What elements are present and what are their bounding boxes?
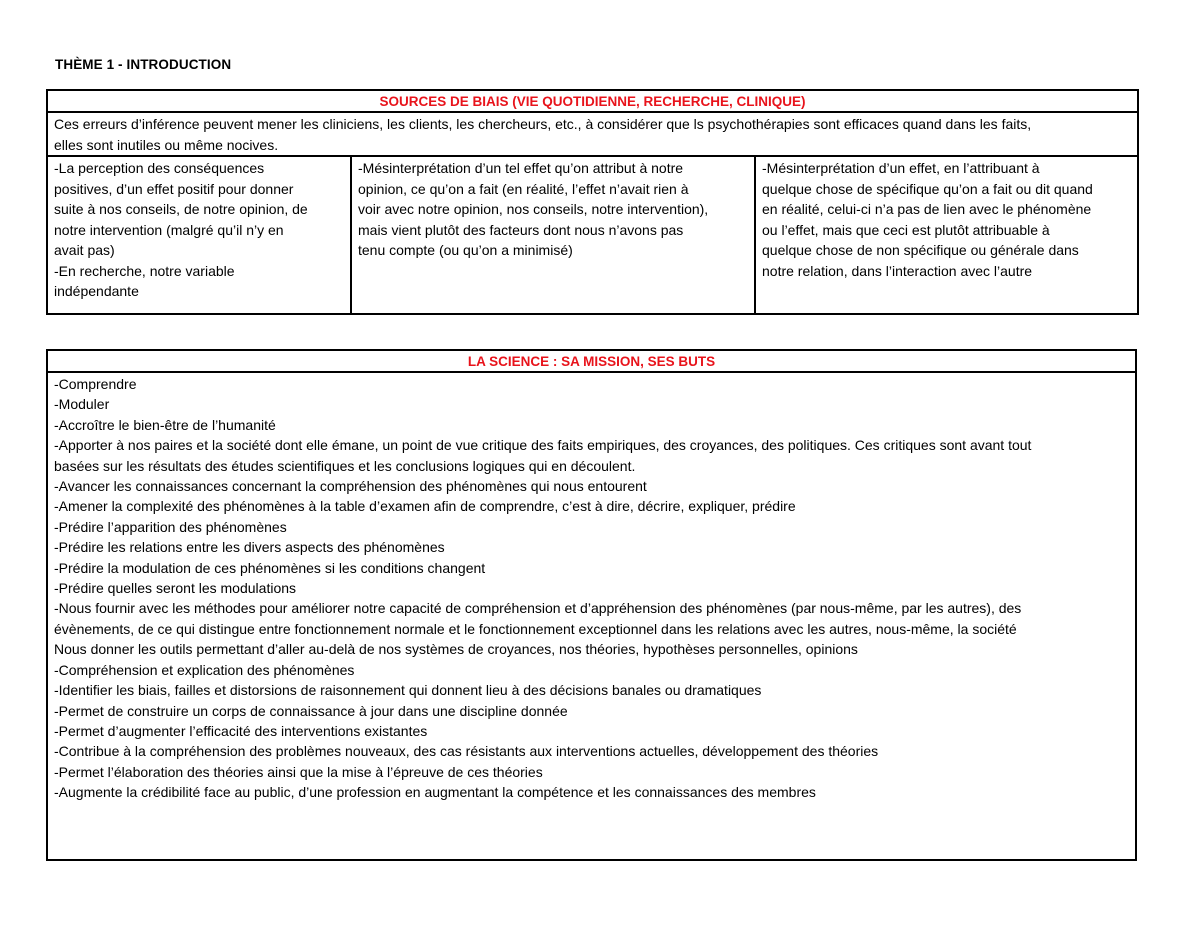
bias-line: -La perception des conséquences	[54, 160, 265, 176]
bias-line: mais vient plutôt des facteurs dont nous n’avons pas	[358, 221, 684, 238]
list-item: -Avancer les connaissances concernant la compréhension des phénomènes qui nous entourent	[54, 478, 647, 495]
list-item: -Identifier les biais, failles et distorsions de raisonnement qui donnent lieu à des décisions banales ou dramatiques	[54, 682, 762, 699]
list-item: -Permet d’augmenter l’efficacité des interventions existantes	[54, 722, 428, 739]
list-item: -Nous fournir avec les méthodes pour améliorer notre capacité de compréhension et d’appréhension des phénomènes (par nous-même, par les autres), des	[54, 600, 1022, 617]
bias-line: ou l’effet, mais que ceci est plutôt attribuable à	[762, 221, 1050, 238]
list-item: Nous donner les outils permettant d’aller au-delà de nos systèmes de croyances, nos théories, hypothèses personnelles, opinions	[54, 641, 858, 658]
bias-line: positives, d’un effet positif pour donner	[54, 180, 294, 197]
intro-line: Ces erreurs d’inférence peuvent mener les cliniciens, les clients, les chercheurs, etc., à considérer que ls psychothérapies sont efficaces quand dans les faits,	[54, 116, 1032, 132]
bias-line: -Mésinterprétation d’un effet, en l’attribuant à	[762, 160, 1040, 176]
bias-column-3	[755, 156, 1138, 314]
bias-column-2	[351, 156, 755, 314]
list-item: -Apporter à nos paires et la société dont elle émane, un point de vue critique des faits empiriques, des croyances, des politiques. Ces critiques sont avant tout	[54, 437, 1032, 454]
list-item: -Accroître le bien-être de l’humanité	[54, 416, 276, 433]
list-item: -Moduler	[54, 396, 110, 413]
bias-line: -Mésinterprétation d’un tel effet qu’on attribut à notre	[358, 160, 684, 176]
list-item: -Compréhension et explication des phénomènes	[54, 661, 355, 678]
page-title: THÈME 1 - INTRODUCTION	[55, 57, 232, 72]
science-mission-header: LA SCIENCE : SA MISSION, SES BUTS	[47, 350, 1136, 372]
list-item: -Prédire la modulation de ces phénomènes si les conditions changent	[54, 559, 486, 576]
sources-de-biais-intro	[47, 112, 1138, 156]
bias-line: quelque chose de non spécifique ou générale dans	[762, 242, 1079, 258]
bias-line: suite à nos conseils, de notre opinion, de	[54, 201, 308, 217]
list-item: -Amener la complexité des phénomènes à la table d’examen afin de comprendre, c’est à dire, décrire, expliquer, prédire	[54, 498, 796, 515]
bias-column-1	[47, 156, 351, 314]
list-item: -Contribue à la compréhension des problèmes nouveaux, des cas résistants aux interventions actuelles, développement des théories	[54, 743, 879, 760]
list-item: -Prédire les relations entre les divers aspects des phénomènes	[54, 539, 445, 556]
sources-de-biais-header: SOURCES DE BIAIS (VIE QUOTIDIENNE, RECHERCHE, CLINIQUE)	[47, 90, 1138, 112]
intro-line: elles sont inutiles ou même nocives.	[54, 136, 279, 153]
list-item: -Comprendre	[54, 376, 137, 392]
list-item: basées sur les résultats des études scientifiques et les conclusions logiques qui en découlent.	[54, 457, 636, 474]
list-item: évènements, de ce qui distingue entre fonctionnement normale et le fonctionnement exceptionnel dans les relations avec les autres, nous-même, la société	[54, 620, 1017, 637]
list-item: -Permet de construire un corps de connaissance à jour dans une discipline donnée	[54, 702, 568, 719]
science-mission-list	[47, 372, 1136, 860]
bias-line: voir avec notre opinion, nos conseils, notre intervention),	[358, 201, 709, 217]
bias-line: quelque chose de spécifique qu’on a fait ou dit quand	[762, 180, 1093, 197]
bias-line: tenu compte (ou qu’on a minimisé)	[358, 242, 573, 258]
sources-de-biais-table	[46, 89, 1139, 315]
list-item: -Prédire l’apparition des phénomènes	[54, 518, 287, 535]
list-item: -Augmente la crédibilité face au public, d’une profession en augmentant la compétence et les connaissances des membres	[54, 784, 816, 801]
bias-line: avait pas)	[54, 242, 115, 258]
bias-line: notre intervention (malgré qu’il n’y en	[54, 221, 284, 238]
science-mission-table	[46, 349, 1137, 861]
bias-line: en réalité, celui-ci n’a pas de lien avec le phénomène	[762, 201, 1092, 217]
bias-line: indépendante	[54, 283, 139, 299]
list-item: -Permet l’élaboration des théories ainsi que la mise à l’épreuve de ces théories	[54, 763, 543, 780]
bias-line: -En recherche, notre variable	[54, 262, 235, 279]
bias-line: opinion, ce qu’on a fait (en réalité, l’effet n’avait rien à	[358, 180, 689, 197]
list-item: -Prédire quelles seront les modulations	[54, 580, 297, 597]
bias-line: notre relation, dans l’interaction avec l’autre	[762, 262, 1033, 279]
